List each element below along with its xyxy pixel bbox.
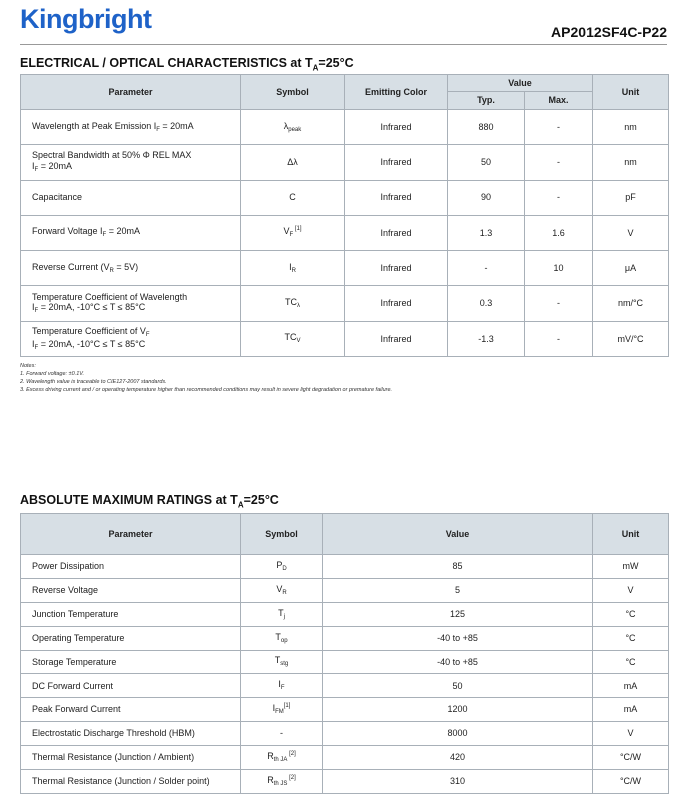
col-header-max: Max. [525, 92, 593, 110]
unit-cell: nm [593, 110, 669, 145]
unit-cell: mW [593, 555, 669, 579]
symbol-cell: $T_{stg}$ [241, 650, 323, 674]
max-value-cell: - [525, 145, 593, 180]
table-row [21, 578, 669, 602]
abs-col-header-symbol: Symbol [241, 514, 323, 555]
max-value-cell: - [525, 321, 593, 356]
table-row [21, 286, 669, 321]
table-row [21, 626, 669, 650]
table-row [21, 722, 669, 746]
table-row [21, 770, 669, 794]
col-header-emitting-color: Emitting Color [345, 75, 448, 110]
symbol-cell: C [241, 180, 345, 215]
abs-col-header-unit: Unit [593, 514, 669, 555]
parameter-cell: Storage Temperature [21, 650, 241, 674]
symbol-cell: $R_{th JS}$ [2] [241, 770, 323, 794]
symbol-cell: $R_{th JA}$ [2] [241, 746, 323, 770]
parameter-cell: Thermal Resistance (Junction / Ambient) [21, 746, 241, 770]
parameter-cell: Wavelength at Peak Emission $I_F = 20mA$ [21, 110, 241, 145]
unit-cell: V [593, 578, 669, 602]
value-cell: 420 [323, 746, 593, 770]
unit-cell: nm/°C [593, 286, 669, 321]
abs-col-header-parameter: Parameter [21, 514, 241, 555]
electrical-table-body [21, 110, 669, 357]
symbol-cell: $T_j$ [241, 602, 323, 626]
value-cell: -40 to +85 [323, 626, 593, 650]
electrical-notes [20, 363, 392, 395]
value-cell: 85 [323, 555, 593, 579]
unit-cell: V [593, 215, 669, 250]
parameter-cell: Capacitance [21, 180, 241, 215]
parameter-cell: DC Forward Current [21, 674, 241, 698]
unit-cell: °C [593, 626, 669, 650]
parameter-cell: Spectral Bandwidth at 50% Φ REL MAX $I_F = 20mA$ [21, 145, 241, 180]
value-cell: 1200 [323, 698, 593, 722]
emitting-color-cell: Infrared [345, 286, 448, 321]
electrical-characteristics-table [20, 74, 669, 357]
symbol-cell: $I_{FM}[1]$ [241, 698, 323, 722]
parameter-cell: Temperature Coefficient of $V_F$ $I_F = 20mA$, -10°C ≤ T ≤ 85°C [21, 321, 241, 356]
absolute-maximum-ratings-table [20, 513, 669, 794]
table-row [21, 110, 669, 145]
max-value-cell: 1.6 [525, 215, 593, 250]
page-header [0, 0, 687, 46]
unit-cell: mA [593, 674, 669, 698]
unit-cell: mA [593, 698, 669, 722]
brand-logo: Kingbright [20, 4, 152, 34]
table-row [21, 555, 669, 579]
emitting-color-cell: Infrared [345, 321, 448, 356]
unit-cell: °C/W [593, 746, 669, 770]
symbol-cell: - [241, 722, 323, 746]
typ-value-cell: -1.3 [448, 321, 525, 356]
max-value-cell: - [525, 110, 593, 145]
typ-value-cell: 90 [448, 180, 525, 215]
symbol-cell: Δλ [241, 145, 345, 180]
parameter-cell: Junction Temperature [21, 602, 241, 626]
symbol-cell: $I_F$ [241, 674, 323, 698]
col-header-unit: Unit [593, 75, 669, 110]
parameter-cell: Reverse Current $(V_R = 5V)$ [21, 251, 241, 286]
value-cell: 5 [323, 578, 593, 602]
absolute-table-body [21, 555, 669, 794]
parameter-cell: Forward Voltage $I_F = 20mA$ [21, 215, 241, 250]
table-row [21, 215, 669, 250]
emitting-color-cell: Infrared [345, 251, 448, 286]
max-value-cell: - [525, 286, 593, 321]
unit-cell: °C/W [593, 770, 669, 794]
typ-value-cell: - [448, 251, 525, 286]
part-number: AP2012SF4C-P22 [551, 24, 667, 40]
unit-cell: °C [593, 602, 669, 626]
typ-value-cell: 1.3 [448, 215, 525, 250]
symbol-cell: $V_F$ [1] [241, 215, 345, 250]
symbol-cell: $TC_\lambda$ [241, 286, 345, 321]
table-row [21, 602, 669, 626]
emitting-color-cell: Infrared [345, 110, 448, 145]
max-value-cell: 10 [525, 251, 593, 286]
table-row [21, 180, 669, 215]
note-2: 2. Wavelength value is traceable to CIE127-2007 standards. [20, 378, 167, 385]
table-row [21, 674, 669, 698]
emitting-color-cell: Infrared [345, 215, 448, 250]
absolute-section-title: ABSOLUTE MAXIMUM RATINGS at $T_A=25^\circ C$ [20, 493, 279, 510]
header-divider [20, 44, 667, 45]
note-1: 1. Forward voltage: ±0.1V. [20, 370, 85, 377]
symbol-cell: $TC_V$ [241, 321, 345, 356]
typ-value-cell: 0.3 [448, 286, 525, 321]
col-header-value: Value [448, 75, 593, 92]
parameter-cell: Thermal Resistance (Junction / Solder point) [21, 770, 241, 794]
typ-value-cell: 50 [448, 145, 525, 180]
value-cell: 8000 [323, 722, 593, 746]
value-cell: -40 to +85 [323, 650, 593, 674]
value-cell: 50 [323, 674, 593, 698]
symbol-cell: $T_{op}$ [241, 626, 323, 650]
col-header-typ: Typ. [448, 92, 525, 110]
table-row [21, 746, 669, 770]
parameter-cell: Reverse Voltage [21, 578, 241, 602]
table-row [21, 650, 669, 674]
table-row [21, 251, 669, 286]
parameter-cell: Electrostatic Discharge Threshold (HBM) [21, 722, 241, 746]
unit-cell: μA [593, 251, 669, 286]
unit-cell: mV/°C [593, 321, 669, 356]
max-value-cell: - [525, 180, 593, 215]
table-row [21, 698, 669, 722]
unit-cell: °C [593, 650, 669, 674]
symbol-cell: $P_D$ [241, 555, 323, 579]
abs-col-header-value: Value [323, 514, 593, 555]
emitting-color-cell: Infrared [345, 180, 448, 215]
value-cell: 125 [323, 602, 593, 626]
parameter-cell: Power Dissipation [21, 555, 241, 579]
symbol-cell: $\lambda_{peak}$ [241, 110, 345, 145]
unit-cell: V [593, 722, 669, 746]
col-header-symbol: Symbol [241, 75, 345, 110]
unit-cell: nm [593, 145, 669, 180]
value-cell: 310 [323, 770, 593, 794]
typ-value-cell: 880 [448, 110, 525, 145]
parameter-cell: Temperature Coefficient of Wavelength $I_F = 20mA$, -10°C ≤ T ≤ 85°C [21, 286, 241, 321]
symbol-cell: $I_R$ [241, 251, 345, 286]
electrical-section-title: ELECTRICAL / OPTICAL CHARACTERISTICS at $T_A=25^\circ C$ [20, 56, 354, 73]
unit-cell: pF [593, 180, 669, 215]
table-row [21, 321, 669, 356]
note-heading: Notes: [20, 363, 36, 369]
parameter-cell: Peak Forward Current [21, 698, 241, 722]
table-row [21, 145, 669, 180]
col-header-parameter: Parameter [21, 75, 241, 110]
parameter-cell: Operating Temperature [21, 626, 241, 650]
note-3: 3. Excess driving current and / or operating temperature higher than recommended conditions may result in severe light degradation or premature failure. [20, 386, 393, 393]
emitting-color-cell: Infrared [345, 145, 448, 180]
symbol-cell: $V_R$ [241, 578, 323, 602]
